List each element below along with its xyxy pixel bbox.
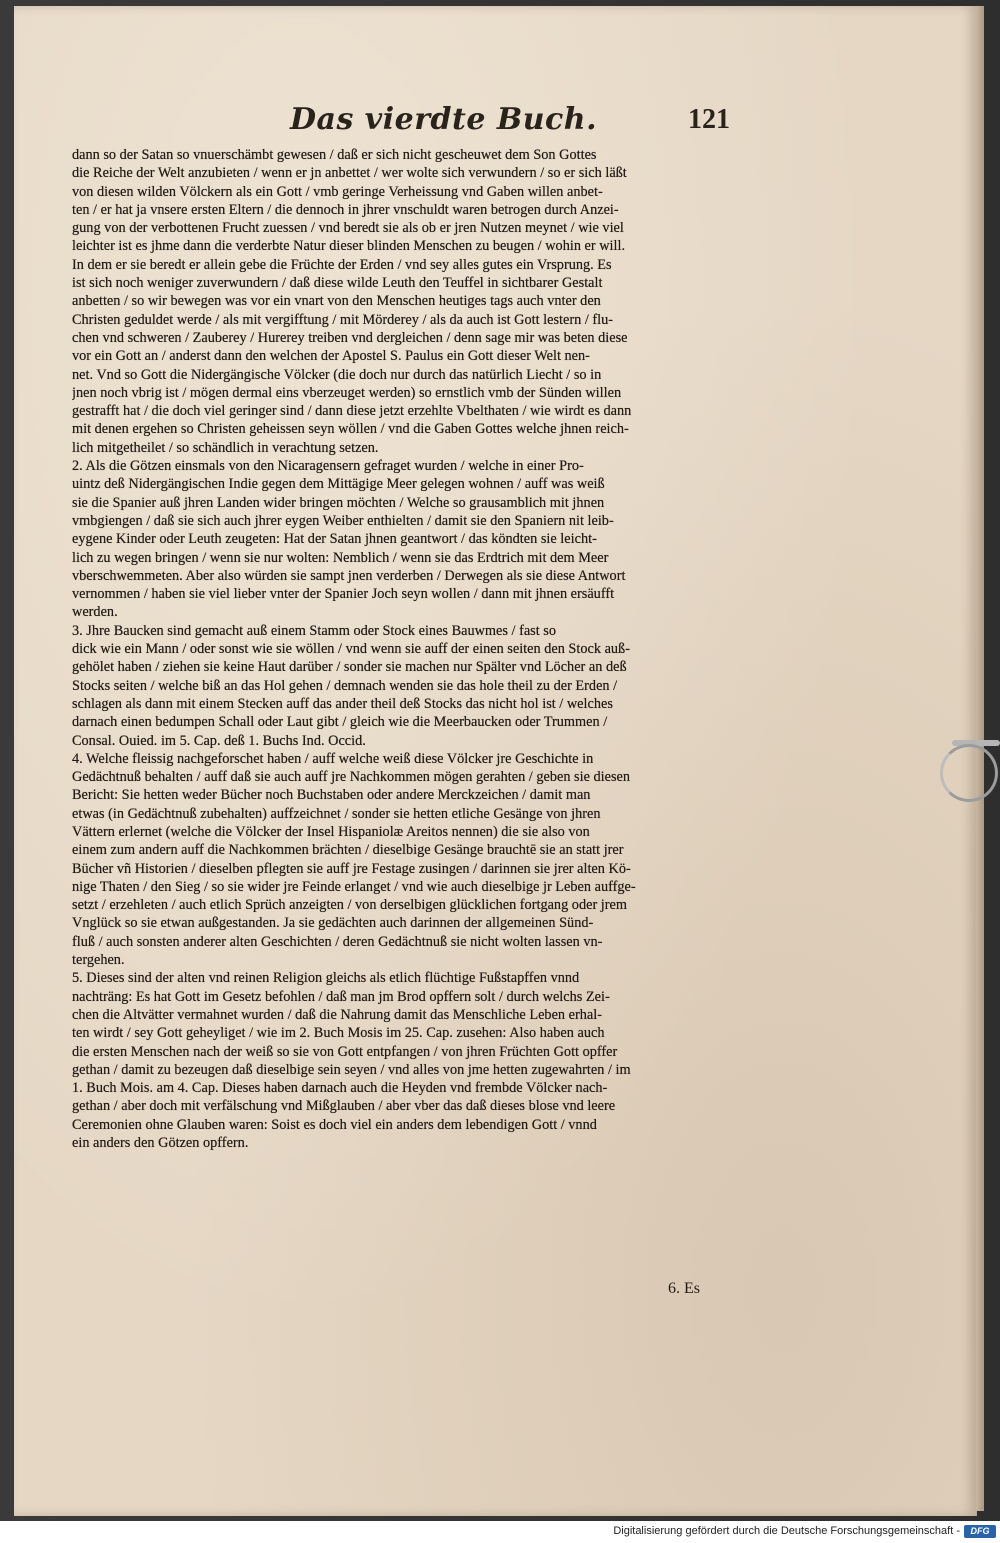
text-line: mit denen ergehen so Christen geheissen seyn wöllen / vnd die Gaben Gottes welche jhnen reich-	[72, 421, 629, 438]
text-line: sie die Spanier auß jhren Landen wider bringen möchten / Welche so grausamblich mit jhnen	[72, 494, 605, 511]
text-line: darnach einen bedumpen Schall oder Laut gibt / gleich wie die Meerbaucken oder Trummen /	[72, 714, 608, 731]
text-line: Gedächtnuß behalten / auff daß sie auch auff jre Nachkommen mögen gerahten / geben sie diesen	[72, 769, 631, 786]
text-line: dann so der Satan so vnuerschämbt gewesen / daß er sich nicht gescheuwet dem Son Gottes	[72, 147, 597, 163]
text-line: Vnglück so sie etwan außgestanden. Ja sie gedächten auch darinnen der allgemeinen Sünd-	[72, 915, 594, 932]
funding-credit: Digitalisierung gefördert durch die Deutsche Forschungsgemeinschaft -	[613, 1525, 960, 1537]
text-line: leichter ist es jhme dann die verderbte Natur dieser blinden Menschen zu beugen / wohin er will.	[72, 238, 626, 255]
text-line: gehölet haben / ziehen sie keine Haut darüber / sonder sie machen nur Spälter vnd Löcher an deß	[72, 659, 627, 676]
footer-strip	[0, 1521, 1000, 1543]
text-line: nige Thaten / den Sieg / so sie wider jre Feinde erlanget / vnd wie auch dieselbige jr Leben auffge-	[72, 878, 636, 895]
text-line: net. Vnd so Gott die Nidergängische Völcker (die doch nur durch das natürlich Liecht / so in	[72, 366, 602, 383]
dfg-logo: DFG	[964, 1525, 996, 1538]
text-line: gethan / aber doch mit verfälschung vnd Mißglauben / aber vber das daß dieses blose vnd leere	[72, 1098, 616, 1115]
text-line: anbetten / so wir bewegen was vor ein vnart von den Menschen heutiges tags auch vnter den	[72, 293, 601, 310]
text-line: ist sich noch weniger zuverwundern / daß diese wilde Leuth den Teuffel in sichtbarer Gestalt	[72, 275, 603, 292]
text-line: schlagen als dann mit einem Stecken auff das ander theil deß Stocks das nicht hol ist / welches	[72, 695, 613, 712]
text-line: Bücher vñ Historien / dieselben pflegten sie auff jre Festage zusingen / darinnen sie jrer alten Kö-	[72, 860, 631, 877]
text-line: lich mitgetheilet / so schändlich in verachtung setzen.	[72, 439, 379, 456]
text-line: die ersten Menschen nach der weiß so sie von Gott entpfangen / von jhren Früchten Gott opffer	[72, 1043, 618, 1060]
text-line: nachträng: Es hat Gott im Gesetz befohlen / daß man jm Brod opffern solt / durch welchs Zei-	[72, 988, 610, 1005]
paper-clip-icon	[940, 744, 998, 802]
text-line: Ceremonien ohne Glauben waren: Soist es doch viel ein anders dem lebendigen Gott / vnnd	[72, 1116, 597, 1133]
text-line: vmbgiengen / daß sie sich auch jhrer eygen Weiber enthielten / damit sie den Spaniern nit leib-	[72, 512, 614, 529]
text-line: setzt / erzehleten / auch etlich Sprüch anzeigten / von derselbigen glücklichen fortgang oder jrem	[72, 897, 627, 914]
page-header	[290, 102, 730, 146]
text-line: tergehen.	[72, 952, 125, 969]
catchword: 6. Es	[668, 1280, 700, 1297]
text-line: ten / er hat ja vnsere ersten Eltern / die dennoch in jhrer vnschuldt waren betrogen durch Anzei-	[72, 201, 619, 218]
text-line: Vättern erlernet (welche die Völcker der Insel Hispaniolæ Areitos nennen) die sie also von	[72, 823, 590, 840]
text-line: etwas (in Gedächtnuß zubehalten) auffzeichnet / sonder sie hetten etliche Gesänge von jhren	[72, 805, 601, 822]
text-line: ten wirdt / sey Gott geheyliget / wie im 2. Buch Mosis im 25. Cap. zusehen: Also haben auch	[72, 1025, 605, 1042]
text-line: 3. Jhre Baucken sind gemacht auß einem Stamm oder Stock eines Bauwmes / fast so	[72, 622, 556, 639]
text-line: eygene Kinder oder Leuth zeugeten: Hat der Satan jhnen geantwort / das köndten sie leicht-	[72, 531, 597, 548]
text-line: Consal. Ouied. im 5. Cap. deß 1. Buchs Ind. Occid.	[72, 732, 366, 749]
text-line: werden.	[72, 604, 118, 621]
text-line: 5. Dieses sind der alten vnd reinen Religion gleichs als etlich flüchtige Fußstapffen vnnd	[72, 970, 580, 987]
text-line: 4. Welche fleissig nachgeforschet haben / auff welche weiß diese Völcker jre Geschichte in	[72, 750, 594, 767]
text-line: 1. Buch Mois. am 4. Cap. Dieses haben darnach auch die Heyden vnd frembde Völcker nach-	[72, 1080, 608, 1097]
text-line: die Reiche der Welt anzubieten / wenn er jn anbettet / wer wolte sich verwundern / so er sich läßt	[72, 165, 627, 182]
running-head: Das vierdte Buch.	[290, 102, 598, 137]
text-line: Christen geduldet werde / als mit vergifftung / mit Mörderey / als da auch ist Gott lestern / flu-	[72, 311, 614, 328]
text-line: Stocks seiten / welche biß an das Hol gehen / demnach wenden sie das hole theil zu der Erden /	[72, 677, 618, 694]
text-line: Bericht: Sie hetten weder Bücher noch Buchstaben oder andere Merckzeichen / damit man	[72, 787, 591, 804]
page-number: 121	[688, 104, 730, 135]
text-line: jnen noch vbrig ist / mögen dermal eins vberzeuget werden) so ernstlich vmb der Sünden willen	[72, 384, 622, 401]
text-line: gestrafft hat / die doch viel geringer sind / dann diese jetzt erzehlte Vbelthaten / wie wirdt es dann	[72, 403, 632, 420]
text-line: vberschwemmeten. Aber also würden sie sampt jnen verderben / Derwegen als sie diese Antwort	[72, 567, 626, 584]
text-line: vor ein Gott an / anderst dann den welchen der Apostel S. Paulus ein Gott dieser Welt nen-	[72, 348, 590, 365]
text-line: chen die Altvätter vermahnet wurden / daß die Nahrung damit das Menschliche Leben erhal-	[72, 1006, 602, 1023]
text-line: 2. Als die Götzen einsmals von den Nicaragensern gefraget wurden / welche in einer Pro-	[72, 458, 584, 475]
text-line: von diesen wilden Völckern als ein Gott / vmb geringe Verheissung vnd Gaben willen anbet-	[72, 183, 603, 200]
text-line: fluß / auch sonsten anderer alten Geschichten / deren Gedächtnuß sie nicht wolten lassen vn-	[72, 933, 603, 950]
text-line: ein anders den Götzen opffern.	[72, 1135, 249, 1152]
body-text	[72, 146, 727, 1276]
text-line: uintz deß Nidergängischen Indie gegen dem Mittägige Meer gelegen wohnen / auff was weiß	[72, 476, 605, 493]
text-line: chen vnd schweren / Zauberey / Hurerey treiben vnd dergleichen / denn sage mir was beten diese	[72, 329, 628, 346]
text-line: einem zum andern auff die Nachkommen brächten / dieselbige Gesänge brauchtē sie an statt jrer	[72, 842, 624, 859]
text-line: In dem er sie beredt er allein gebe die Früchte der Erden / vnd sey alles gutes ein Vrsprung. Es	[72, 256, 612, 273]
text-line: dick wie ein Mann / oder sonst wie sie wöllen / vnd wenn sie auff der einen seiten den Stock auß-	[72, 641, 630, 658]
text-line: gung von der verbottenen Frucht zuessen / vnd beredt sie als ob er jren Nutzen meynet / wie viel	[72, 220, 624, 237]
text-line: gethan / damit zu bezeugen daß dieselbige sein seyen / vnd alles von jme hetten zugewahrten / im	[72, 1061, 631, 1078]
text-line: vernommen / haben sie viel lieber vnter der Spanier Joch seyn wollen / dann mit jhnen ersäufft	[72, 586, 615, 603]
text-line: lich zu wegen bringen / wenn sie nur wolten: Nemblich / wenn sie das Erdtrich mit dem Meer	[72, 549, 609, 566]
